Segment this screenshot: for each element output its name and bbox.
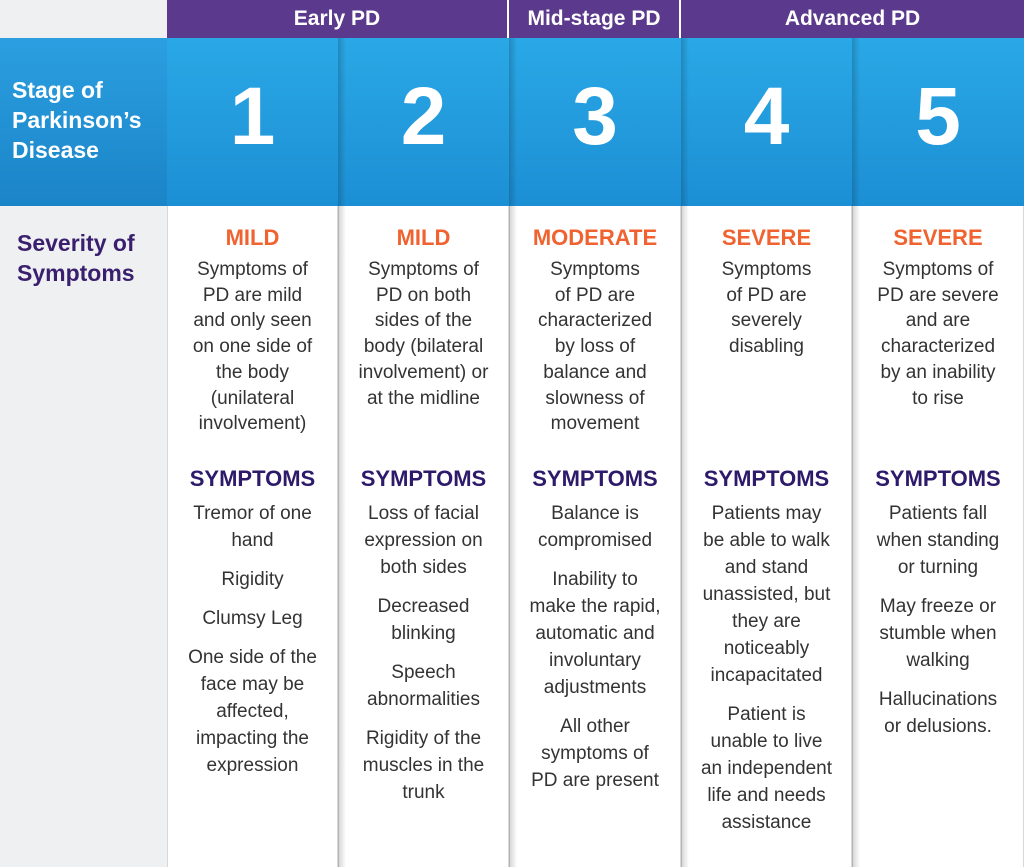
symptoms-heading: SYMPTOMS — [703, 466, 830, 491]
symptom-line: Loss of facial — [368, 503, 479, 524]
symptom-item — [167, 605, 338, 632]
description-line: PD are mild — [202, 284, 303, 306]
symptom-item — [167, 500, 338, 554]
symptom-line: assistance — [721, 812, 812, 833]
description-line: disabling — [729, 336, 804, 358]
description-line: slowness of — [545, 387, 645, 409]
stage-row-label-line: Parkinson’s — [12, 107, 142, 133]
symptom-line: incapacitated — [710, 665, 823, 686]
severity-row-label — [17, 228, 167, 288]
symptom-line: walking — [906, 650, 970, 671]
symptom-line: abnormalities — [367, 689, 480, 710]
symptom-item — [338, 593, 509, 647]
stage-4-symptoms-block — [681, 466, 852, 848]
symptom-line: One side of the — [188, 647, 317, 668]
description-line: Symptoms of — [197, 259, 308, 280]
symptom-line: affected, — [216, 701, 289, 722]
symptom-line: they are — [732, 611, 801, 632]
symptom-line: be able to walk — [703, 530, 830, 551]
severity-level: SEVERE — [893, 225, 983, 250]
description-line: Symptoms — [550, 259, 640, 280]
stage-2-severity-block — [338, 225, 509, 411]
symptom-line: trunk — [402, 782, 445, 803]
stage-row-label-line: Stage of — [12, 77, 103, 103]
description-line: Symptoms of — [882, 259, 994, 280]
description-line: at the midline — [366, 387, 480, 409]
symptoms-heading: SYMPTOMS — [360, 466, 487, 491]
symptom-line: an independent — [700, 758, 832, 779]
symptom-line: symptoms of — [541, 743, 649, 764]
description-line: sides of the — [374, 310, 473, 332]
phase-header-advanced: Advanced PD — [681, 0, 1024, 38]
severity-row-label-line: Severity of — [17, 230, 135, 256]
symptom-item — [852, 686, 1024, 740]
symptom-line: involuntary — [549, 650, 641, 671]
description-line: on one side of — [192, 336, 313, 358]
symptom-item — [681, 701, 852, 836]
symptom-line: Clumsy Leg — [202, 608, 303, 629]
severity-row-label-line: Symptoms — [17, 260, 135, 286]
description-line: involvement) or — [358, 361, 489, 383]
stage-1-symptoms-block — [167, 466, 338, 791]
symptom-item — [681, 500, 852, 689]
symptom-line: Hallucinations — [878, 689, 998, 710]
severity-level: MODERATE — [532, 225, 658, 250]
symptom-line: noticeably — [723, 638, 810, 659]
symptom-line: when standing — [876, 530, 1000, 551]
symptom-line: stumble when — [879, 623, 997, 644]
symptom-item — [167, 644, 338, 779]
description-line: PD are severe — [877, 284, 999, 306]
symptom-line: impacting the — [195, 728, 309, 749]
stage-3-symptoms-block — [509, 466, 681, 806]
stage-number-5: 5 — [915, 71, 961, 162]
symptom-line: Balance is — [551, 503, 639, 524]
symptom-line: expression — [206, 755, 299, 776]
symptom-item — [509, 713, 681, 794]
severity-description — [167, 257, 338, 437]
severity-description — [681, 257, 852, 360]
stage-3-severity-block — [509, 225, 681, 437]
symptom-line: face may be — [200, 674, 305, 695]
description-line: Symptoms — [721, 259, 812, 280]
description-line: of PD are — [726, 284, 807, 306]
symptom-item — [509, 566, 681, 701]
symptom-line: muscles in the — [362, 755, 485, 776]
symptom-line: Speech — [391, 662, 456, 683]
symptoms-heading: SYMPTOMS — [532, 466, 658, 491]
symptom-line: Patients fall — [888, 503, 988, 524]
description-line: the body — [216, 361, 289, 383]
symptom-line: compromised — [537, 530, 653, 551]
stage-number-2: 2 — [400, 71, 447, 162]
symptom-line: May freeze or — [879, 596, 997, 617]
symptom-line: Inability to — [552, 569, 638, 590]
description-line: characterized — [537, 310, 653, 332]
symptoms-heading: SYMPTOMS — [875, 466, 1001, 491]
symptom-line: make the rapid, — [529, 596, 661, 617]
symptom-item — [338, 500, 509, 581]
stage-2-symptoms-block — [338, 466, 509, 818]
symptom-item — [509, 500, 681, 554]
description-line: by loss of — [554, 336, 636, 358]
symptom-line: unable to live — [710, 731, 823, 752]
severity-level: MILD — [225, 225, 280, 250]
symptom-line: Patient is — [727, 704, 806, 725]
symptom-line: All other — [560, 716, 630, 737]
description-line: (unilateral — [210, 387, 295, 409]
severity-level: SEVERE — [721, 225, 812, 250]
severity-description — [338, 257, 509, 411]
symptom-line: blinking — [391, 623, 456, 644]
stage-4-severity-block — [681, 225, 852, 360]
symptom-item — [338, 725, 509, 806]
symptom-line: expression on — [364, 530, 483, 551]
symptoms-heading: SYMPTOMS — [189, 466, 316, 491]
symptom-line: PD are present — [531, 770, 659, 791]
stage-number-1: 1 — [229, 71, 276, 162]
stage-5-severity-block — [852, 225, 1024, 411]
description-line: involvement) — [198, 413, 307, 435]
symptom-line: Patients may — [711, 503, 822, 524]
phase-header-early: Early PD — [167, 0, 509, 38]
description-line: balance and — [543, 361, 647, 383]
severity-description — [509, 257, 681, 437]
symptom-line: life and needs — [707, 785, 826, 806]
symptom-line: hand — [231, 530, 274, 551]
description-line: body (bilateral — [363, 336, 484, 358]
severity-level: MILD — [396, 225, 451, 250]
severity-description — [852, 257, 1024, 411]
symptom-item — [852, 593, 1024, 674]
symptom-line: both sides — [380, 557, 467, 578]
symptom-item — [167, 566, 338, 593]
symptom-line: Rigidity of the — [365, 728, 482, 749]
description-line: and are — [905, 310, 971, 332]
symptom-line: and stand — [724, 557, 809, 578]
description-line: movement — [550, 413, 640, 435]
description-line: characterized — [880, 336, 996, 358]
description-line: of PD are — [554, 284, 636, 306]
symptom-line: or turning — [897, 557, 979, 578]
description-line: by an inability — [880, 361, 996, 383]
description-line: and only seen — [193, 310, 312, 332]
symptom-line: unassisted, but — [702, 584, 831, 605]
stage-5-symptoms-block — [852, 466, 1024, 752]
description-line: Symptoms of — [368, 259, 479, 280]
description-line: severely — [731, 310, 802, 332]
description-line: to rise — [912, 387, 964, 409]
stage-row-label — [0, 38, 167, 206]
symptom-line: automatic and — [535, 623, 655, 644]
stage-number-4: 4 — [743, 71, 790, 162]
symptom-item — [338, 659, 509, 713]
stage-number-3: 3 — [572, 71, 618, 162]
symptom-line: adjustments — [543, 677, 647, 698]
symptom-line: Rigidity — [221, 569, 284, 590]
symptom-item — [852, 500, 1024, 581]
stage-row-label-line: Disease — [12, 137, 99, 163]
phase-header-mid: Mid-stage PD — [509, 0, 681, 38]
symptom-line: Decreased — [377, 596, 470, 617]
description-line: PD on both — [375, 284, 472, 306]
symptom-line: or delusions. — [884, 716, 992, 737]
stage-1-severity-block — [167, 225, 338, 437]
symptom-line: Tremor of one — [193, 503, 312, 524]
